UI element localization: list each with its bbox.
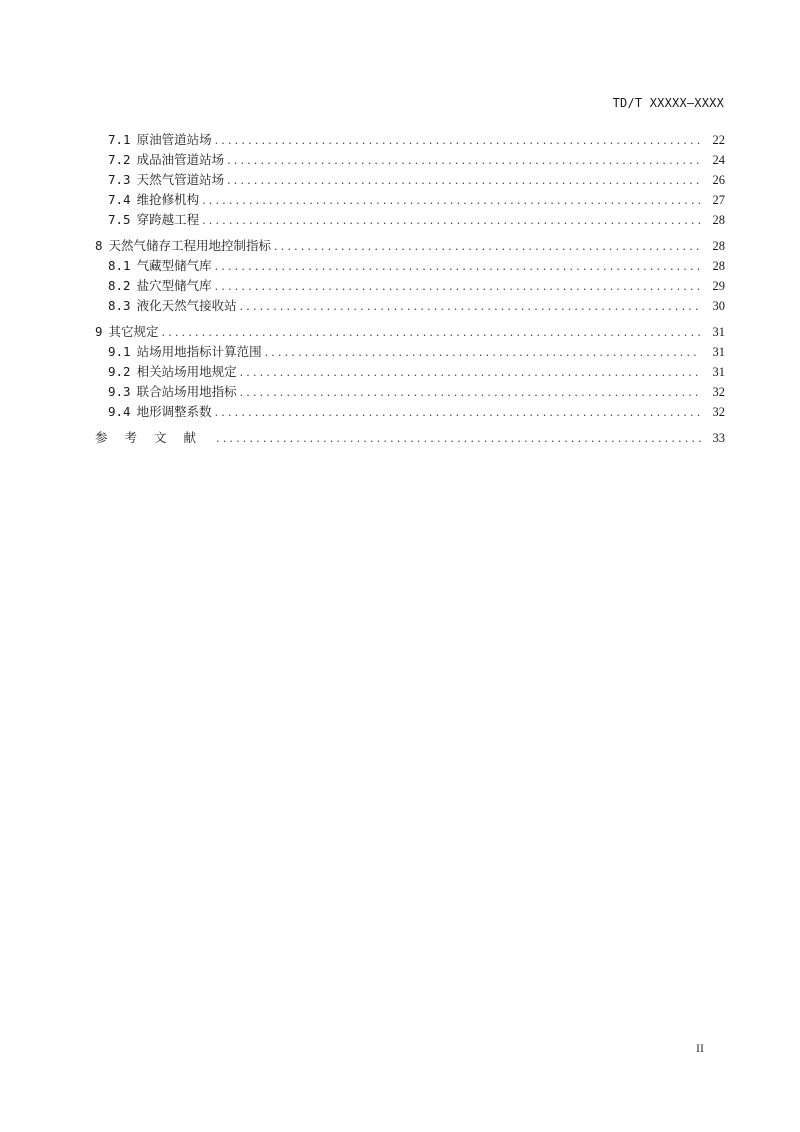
toc-entry[interactable] — [95, 296, 725, 316]
toc-entry-title: 相关站场用地规定 — [136, 364, 237, 379]
toc-entry-title: 盐穴型储气库 — [136, 278, 212, 293]
toc-dot-leader — [162, 326, 701, 339]
toc-entry[interactable] — [95, 342, 725, 362]
toc-entry[interactable] — [95, 150, 725, 170]
toc-entry-page: 31 — [712, 345, 725, 359]
toc-entry-page: 29 — [712, 279, 725, 293]
toc-entry-number: 9.3 — [108, 384, 131, 399]
toc-entry-title: 维抢修机构 — [136, 192, 200, 207]
toc-entry[interactable] — [95, 210, 725, 230]
toc-entry-title: 其它规定 — [108, 324, 159, 339]
toc-dot-leader — [240, 366, 701, 379]
toc-entry-title: 地形调整系数 — [136, 404, 212, 419]
toc-dot-leader — [227, 174, 701, 187]
toc-entry-page: 31 — [712, 365, 725, 379]
toc-entry[interactable] — [95, 402, 725, 422]
toc-dot-leader — [274, 240, 701, 253]
toc-entry-title: 参考文献 — [95, 430, 214, 445]
page-number: II — [696, 1041, 704, 1055]
toc-entry-page: 27 — [712, 193, 725, 207]
toc-entry-title: 原油管道站场 — [136, 132, 212, 147]
toc-dot-leader — [216, 432, 701, 445]
toc-entry-title: 天然气储存工程用地控制指标 — [108, 238, 272, 253]
toc-entry[interactable] — [95, 362, 725, 382]
toc-entry-number: 8.3 — [108, 298, 131, 313]
toc-entry-page: 33 — [712, 431, 725, 445]
toc-entry[interactable] — [95, 236, 725, 256]
toc-dot-leader — [240, 300, 701, 313]
toc-entry-page: 32 — [712, 405, 725, 419]
toc-entry-number: 7.4 — [108, 192, 131, 207]
toc-entry[interactable] — [95, 382, 725, 402]
toc-dot-leader — [227, 154, 701, 167]
toc-dot-leader — [202, 194, 701, 207]
toc-dot-leader — [215, 406, 701, 419]
toc-entry-title: 天然气管道站场 — [136, 172, 225, 187]
toc-entry-number: 7.2 — [108, 152, 131, 167]
toc-entry-title: 联合站场用地指标 — [136, 384, 237, 399]
toc-entry-title: 液化天然气接收站 — [136, 298, 237, 313]
toc-entry-number: 9 — [95, 324, 103, 339]
toc-entry[interactable] — [95, 190, 725, 210]
toc-entry[interactable] — [95, 276, 725, 296]
toc-dot-leader — [215, 260, 701, 273]
document-id-header: TD/T XXXXX—XXXX — [612, 96, 724, 110]
toc-entry-page: 26 — [712, 173, 725, 187]
table-of-contents — [95, 130, 725, 448]
toc-entry-page: 28 — [712, 239, 725, 253]
toc-entry-title: 成品油管道站场 — [136, 152, 225, 167]
toc-entry-page: 32 — [712, 385, 725, 399]
toc-entry-title: 气藏型储气库 — [136, 258, 212, 273]
toc-entry-page: 31 — [712, 325, 725, 339]
toc-entry-page: 22 — [712, 133, 725, 147]
toc-entry-number: 7.5 — [108, 212, 131, 227]
toc-entry-title: 站场用地指标计算范围 — [136, 344, 262, 359]
toc-entry-number: 8.1 — [108, 258, 131, 273]
toc-entry-page: 28 — [712, 213, 725, 227]
toc-entry-number: 7.1 — [108, 132, 131, 147]
toc-entry-page: 24 — [712, 153, 725, 167]
toc-entry-number: 8.2 — [108, 278, 131, 293]
toc-dot-leader — [265, 346, 701, 359]
toc-entry-number: 9.4 — [108, 404, 131, 419]
toc-entry-title: 穿跨越工程 — [136, 212, 200, 227]
toc-entry-number: 8 — [95, 238, 103, 253]
toc-entry-page: 30 — [712, 299, 725, 313]
toc-dot-leader — [202, 214, 701, 227]
toc-entry-number: 9.1 — [108, 344, 131, 359]
toc-entry[interactable] — [95, 256, 725, 276]
toc-dot-leader — [240, 386, 701, 399]
toc-entry[interactable] — [95, 428, 725, 448]
toc-dot-leader — [215, 280, 701, 293]
toc-entry-page: 28 — [712, 259, 725, 273]
toc-entry[interactable] — [95, 322, 725, 342]
toc-entry-number: 9.2 — [108, 364, 131, 379]
toc-dot-leader — [215, 134, 701, 147]
toc-entry-number: 7.3 — [108, 172, 131, 187]
toc-entry[interactable] — [95, 130, 725, 150]
toc-entry[interactable] — [95, 170, 725, 190]
